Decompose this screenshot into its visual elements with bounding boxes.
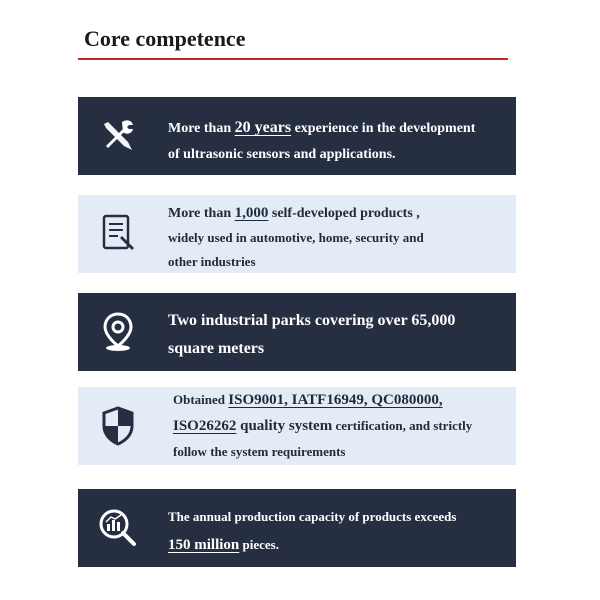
highlight-value: ISO9001, IATF16949, QC080000, xyxy=(228,392,443,408)
card-text: widely used in automotive, home, security and xyxy=(168,230,424,245)
card-text: Obtained xyxy=(173,392,229,407)
card-text: The annual production capacity of products exceeds xyxy=(168,509,457,524)
competence-card-certification xyxy=(78,387,516,465)
card-text: certification, and strictly xyxy=(332,418,473,433)
card-text: Two industrial parks covering over 65,000 xyxy=(168,312,456,329)
shield-icon xyxy=(78,387,158,465)
title-divider xyxy=(78,58,508,60)
card-text: other industries xyxy=(168,254,256,269)
card-text: More than xyxy=(168,206,235,221)
highlight-value: 20 years xyxy=(234,119,292,136)
highlight-value: ISO26262 xyxy=(173,418,237,434)
highlight-value: 150 million xyxy=(168,537,240,553)
card-text: square meters xyxy=(168,340,265,357)
card-text: of ultrasonic sensors and applications. xyxy=(168,147,396,162)
location-pin-icon xyxy=(78,293,158,371)
competence-card-experience xyxy=(78,97,516,175)
card-text: quality system xyxy=(236,418,333,434)
competence-card-parks xyxy=(78,293,516,371)
card-text: follow the system requirements xyxy=(173,444,346,459)
competence-card-products xyxy=(78,195,516,273)
competence-card-capacity xyxy=(78,489,516,567)
tools-icon xyxy=(78,97,158,175)
document-pen-icon xyxy=(78,195,158,273)
page-title: Core competence xyxy=(84,26,246,51)
highlight-value: 1,000 xyxy=(234,205,269,221)
card-text: pieces. xyxy=(239,537,279,552)
chart-magnifier-icon xyxy=(78,489,158,567)
card-text: experience in the development xyxy=(291,121,476,136)
card-text: self-developed products , xyxy=(268,206,420,221)
card-text: More than xyxy=(168,121,235,136)
